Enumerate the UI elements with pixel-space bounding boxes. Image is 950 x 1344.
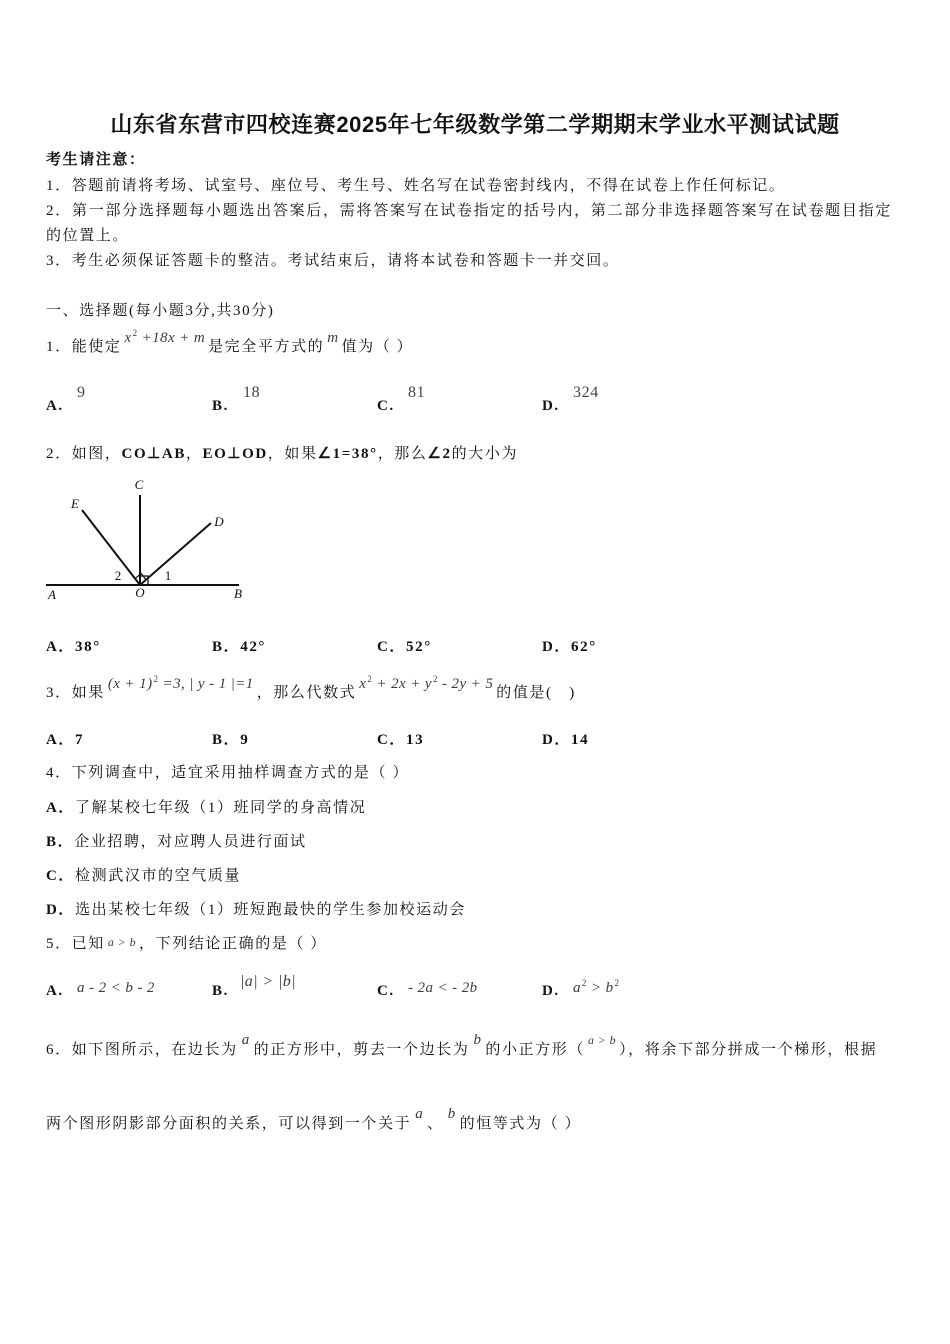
option-d (542, 384, 599, 416)
option-c (377, 980, 478, 1001)
option-d (542, 637, 597, 657)
question-text: 的正方形中，剪去一个边长为 (253, 1042, 470, 1058)
question-math: ∠1=38° (317, 446, 378, 462)
option-b (212, 637, 266, 657)
question-number: 1． (46, 339, 72, 355)
option-label: D． (542, 639, 572, 655)
option-c (46, 866, 241, 886)
option-value: 38° (75, 639, 101, 655)
option-label: C. (377, 983, 395, 999)
option-value: 81 (408, 384, 426, 401)
question-4 (46, 763, 409, 783)
question-text: ，那么 (377, 446, 428, 462)
option-value: 324 (573, 384, 599, 401)
question-math: EO⊥OD (202, 446, 268, 462)
label-angle-1: 1 (164, 568, 172, 583)
angle-figure (40, 474, 250, 604)
option-value: 18 (243, 384, 261, 401)
option-label: C. (377, 398, 395, 414)
label-b: B (234, 586, 242, 601)
question-text: 、 (427, 1116, 444, 1132)
formula-variable: b (473, 1032, 482, 1048)
option-value: 14 (571, 732, 590, 748)
question-number: 3． (46, 685, 72, 701)
question-text: ），将余下部分拼成一个梯形，根据 (619, 1042, 878, 1058)
formula-exponent: 2 (432, 674, 438, 684)
option-a (46, 384, 86, 416)
option-label: B． (46, 834, 75, 850)
question-3-options (46, 730, 906, 750)
option-label: D． (542, 732, 572, 748)
question-6 (46, 1032, 878, 1060)
option-formula: |a| > |b| (240, 973, 296, 990)
option-label: A. (46, 398, 64, 414)
formula (125, 330, 206, 346)
option-a (46, 980, 155, 1001)
option-value: 62° (571, 639, 597, 655)
option-d (46, 900, 466, 920)
formula: a > b (587, 1033, 617, 1047)
formula-variable: a (415, 1106, 424, 1122)
question-number: 4． (46, 765, 72, 781)
option-formula: - 2a < - 2b (408, 980, 478, 996)
option-label: C． (377, 639, 407, 655)
question-text: 能使定 (71, 339, 122, 355)
option-value: 了解某校七年级（1）班同学的身高情况 (75, 800, 367, 816)
formula-exponent: 2 (614, 978, 620, 988)
question-text: 如果 (71, 685, 105, 701)
formula-tail: +18x + m (137, 330, 206, 346)
notice-heading: 考生请注意： (46, 152, 146, 168)
option-value: 42° (240, 639, 267, 655)
formula-tail: =3, | y - 1 |=1 (158, 676, 254, 692)
question-text: 如图， (71, 446, 122, 462)
option-value: 13 (406, 732, 425, 748)
formula-variable: m (327, 330, 339, 346)
formula-base: x (124, 330, 132, 346)
formula-exponent: 2 (153, 674, 159, 684)
option-label: A. (46, 983, 64, 999)
formula-part: a (573, 980, 581, 996)
question-2 (46, 444, 518, 464)
label-c: C (134, 477, 144, 492)
option-value: 9 (77, 384, 86, 401)
option-label: B． (212, 639, 241, 655)
option-value: 52° (406, 639, 432, 655)
question-text: 的大小为 (451, 446, 519, 462)
formula: a > b (107, 935, 137, 949)
ray-od (140, 523, 211, 585)
option-c (377, 637, 432, 657)
question-5-options (46, 973, 906, 1001)
question-3 (46, 674, 576, 704)
option-label: C． (377, 732, 407, 748)
question-math: ∠2 (427, 446, 452, 462)
notice-item-2: 2．第一部分选择题每小题选出答案后，需将答案写在试卷指定的括号内，第二部分非选择题答案写在试卷题目指定 (46, 203, 892, 219)
question-1 (46, 328, 414, 358)
question-text: 两个图形阴影部分面积的关系，可以得到一个关于 (46, 1116, 412, 1132)
formula-exponent: 2 (581, 978, 587, 988)
option-value: 9 (240, 732, 250, 748)
question-2-options (46, 637, 906, 657)
option-d (542, 978, 620, 1001)
question-text: 已知 (71, 936, 105, 952)
question-6-continued (46, 1106, 582, 1134)
formula-part: - 2y + 5 (437, 676, 494, 692)
option-label: B． (212, 732, 241, 748)
ray-oe (82, 510, 140, 585)
option-value: 企业招聘，对应聘人员进行面试 (74, 834, 307, 850)
question-number: 5． (46, 936, 72, 952)
question-number: 2． (46, 446, 72, 462)
question-text: 的恒等式为（ ） (459, 1116, 582, 1132)
label-d: D (214, 514, 224, 529)
question-5 (46, 934, 327, 954)
question-text: 的小正方形（ (485, 1042, 585, 1058)
question-number: 6． (46, 1042, 72, 1058)
question-text: 是完全平方式的 (208, 339, 325, 355)
option-c (377, 730, 424, 750)
option-label: B. (212, 398, 229, 414)
formula-part: > b (586, 980, 614, 996)
option-formula (573, 978, 619, 999)
option-formula: a - 2 < b - 2 (77, 980, 155, 996)
option-label: A． (46, 800, 76, 816)
option-label: C． (46, 868, 76, 884)
question-1-options (46, 384, 906, 416)
option-label: A． (46, 732, 76, 748)
option-b (212, 730, 249, 750)
formula-1 (108, 676, 254, 692)
formula-exponent: 2 (367, 674, 373, 684)
label-a: A (48, 587, 56, 602)
option-b (212, 973, 296, 1001)
question-text: ，那么代数式 (256, 685, 357, 701)
question-text: ，下列结论正确的是（ ） (139, 936, 327, 952)
option-a (46, 798, 366, 818)
formula-exponent: 2 (132, 328, 138, 338)
option-label: B. (212, 983, 229, 999)
notice-item-1: 1．答题前请将考场、试室号、座位号、考生号、姓名写在试卷密封线内，不得在试卷上作任何标记。 (46, 178, 786, 194)
formula-variable: a (241, 1032, 250, 1048)
notice-item-3: 3．考生必须保证答题卡的整洁。考试结束后，请将本试卷和答题卡一并交回。 (46, 253, 620, 269)
notice-item-2-continued: 的位置上。 (46, 228, 130, 244)
label-e: E (71, 496, 79, 511)
label-angle-2: 2 (114, 568, 122, 583)
option-b (212, 384, 261, 416)
section-heading: 一、选择题(每小题3分,共30分) (46, 303, 275, 319)
option-c (377, 384, 426, 416)
exam-title: 山东省东营市四校连赛2025年七年级数学第二学期期末学业水平测试试题 (110, 112, 840, 137)
option-value: 检测武汉市的空气质量 (75, 868, 242, 884)
formula-variable: b (447, 1106, 456, 1122)
question-text: 下列调查中，适宜采用抽样调查方式的是（ ） (71, 765, 410, 781)
option-value: 7 (75, 732, 85, 748)
option-value: 选出某校七年级（1）班短跑最快的学生参加校运动会 (75, 902, 466, 918)
question-text: ， (185, 446, 203, 462)
formula-part: + 2x + y (372, 676, 432, 692)
question-math: CO⊥AB (121, 446, 186, 462)
option-b (46, 832, 307, 852)
option-a (46, 730, 84, 750)
option-label: D． (46, 902, 76, 918)
question-text: 的值是( ) (496, 685, 576, 701)
option-label: D. (542, 398, 560, 414)
formula-2 (359, 676, 493, 692)
question-text: 值为（ ） (341, 339, 414, 355)
question-text: ，如果 (267, 446, 318, 462)
option-label: A． (46, 639, 76, 655)
question-text: 如下图所示，在边长为 (71, 1042, 238, 1058)
option-d (542, 730, 589, 750)
option-a (46, 637, 101, 657)
option-label: D. (542, 983, 560, 999)
formula-base: (x + 1) (107, 676, 153, 692)
formula-part: x (359, 676, 367, 692)
label-o: O (135, 585, 145, 600)
